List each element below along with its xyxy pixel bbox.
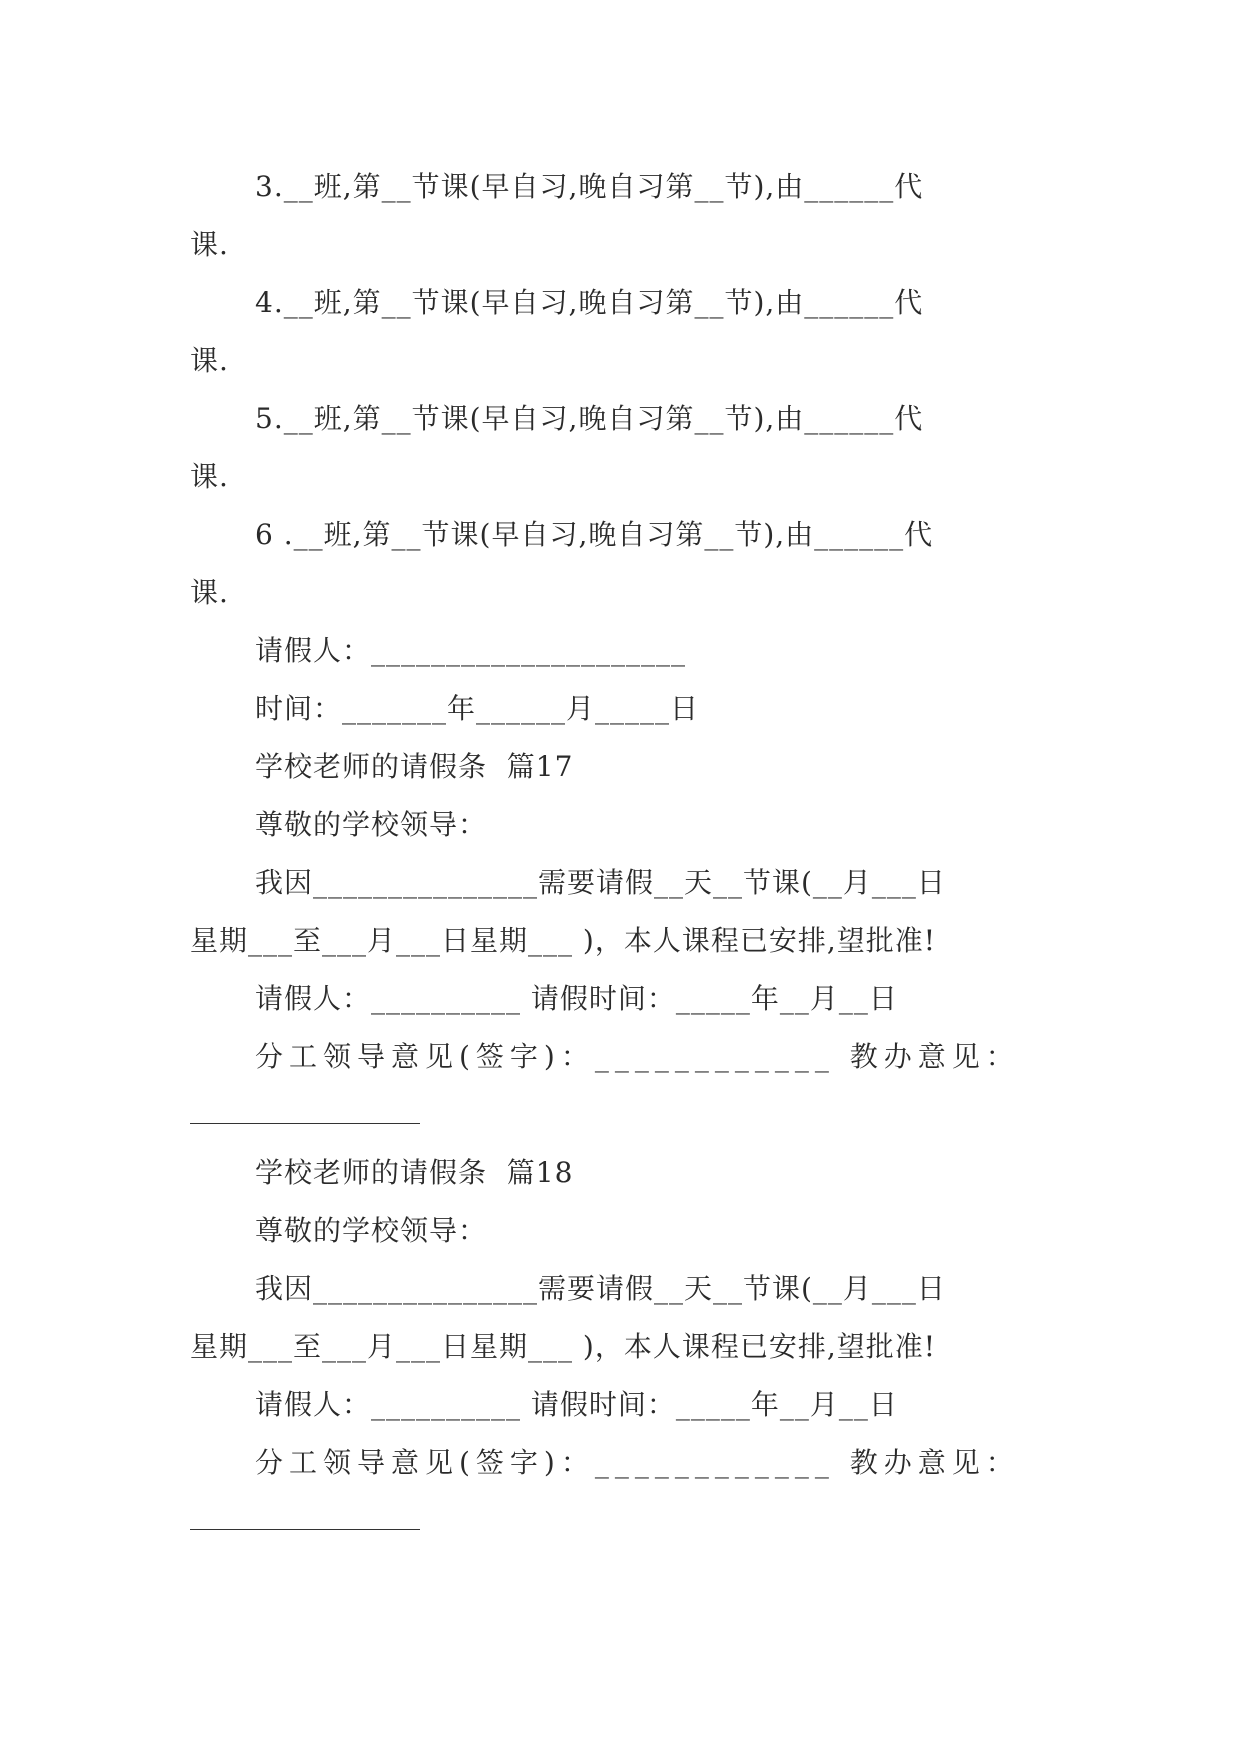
assignment-4-continuation: 课. xyxy=(190,344,229,377)
section-18-body-line1: 我因_______________需要请假__天__节课(__月___日 xyxy=(255,1272,946,1305)
section-17-approval-line: 分工领导意见(签字)：____________ 教办意见： xyxy=(255,1040,1020,1073)
section-17-body-line1: 我因_______________需要请假__天__节课(__月___日 xyxy=(255,866,946,899)
date-line: 时间：_______年______月_____日 xyxy=(255,692,700,725)
section-17-applicant-line: 请假人：__________ 请假时间：_____年__月__日 xyxy=(255,982,898,1015)
section-17-title: 学校老师的请假条 篇17 xyxy=(255,750,574,783)
section-18-salutation: 尊敬的学校领导： xyxy=(255,1214,488,1247)
assignment-3-line: 3.__班,第__节课(早自习,晚自习第__节),由______代 xyxy=(255,170,924,203)
assignment-5-continuation: 课. xyxy=(190,460,229,493)
section-18-title: 学校老师的请假条 篇18 xyxy=(255,1156,574,1189)
section-17-body-line2: 星期___至___月___日星期___ )，本人课程已安排,望批准! xyxy=(190,924,936,957)
assignment-5-line: 5.__班,第__节课(早自习,晚自习第__节),由______代 xyxy=(255,402,924,435)
section-18-applicant-line: 请假人：__________ 请假时间：_____年__月__日 xyxy=(255,1388,898,1421)
section-18-signature-rule xyxy=(190,1529,420,1530)
assignment-6-continuation: 课. xyxy=(190,576,229,609)
assignment-3-continuation: 课. xyxy=(190,228,229,261)
applicant-line: 请假人：_____________________ xyxy=(255,634,687,667)
section-18-approval-line: 分工领导意见(签字)：____________ 教办意见： xyxy=(255,1446,1020,1479)
assignment-6-line: 6 .__班,第__节课(早自习,晚自习第__节),由______代 xyxy=(255,518,934,551)
assignment-4-line: 4.__班,第__节课(早自习,晚自习第__节),由______代 xyxy=(255,286,924,319)
section-17-signature-rule xyxy=(190,1123,420,1124)
section-17-salutation: 尊敬的学校领导： xyxy=(255,808,488,841)
section-18-body-line2: 星期___至___月___日星期___ )，本人课程已安排,望批准! xyxy=(190,1330,936,1363)
